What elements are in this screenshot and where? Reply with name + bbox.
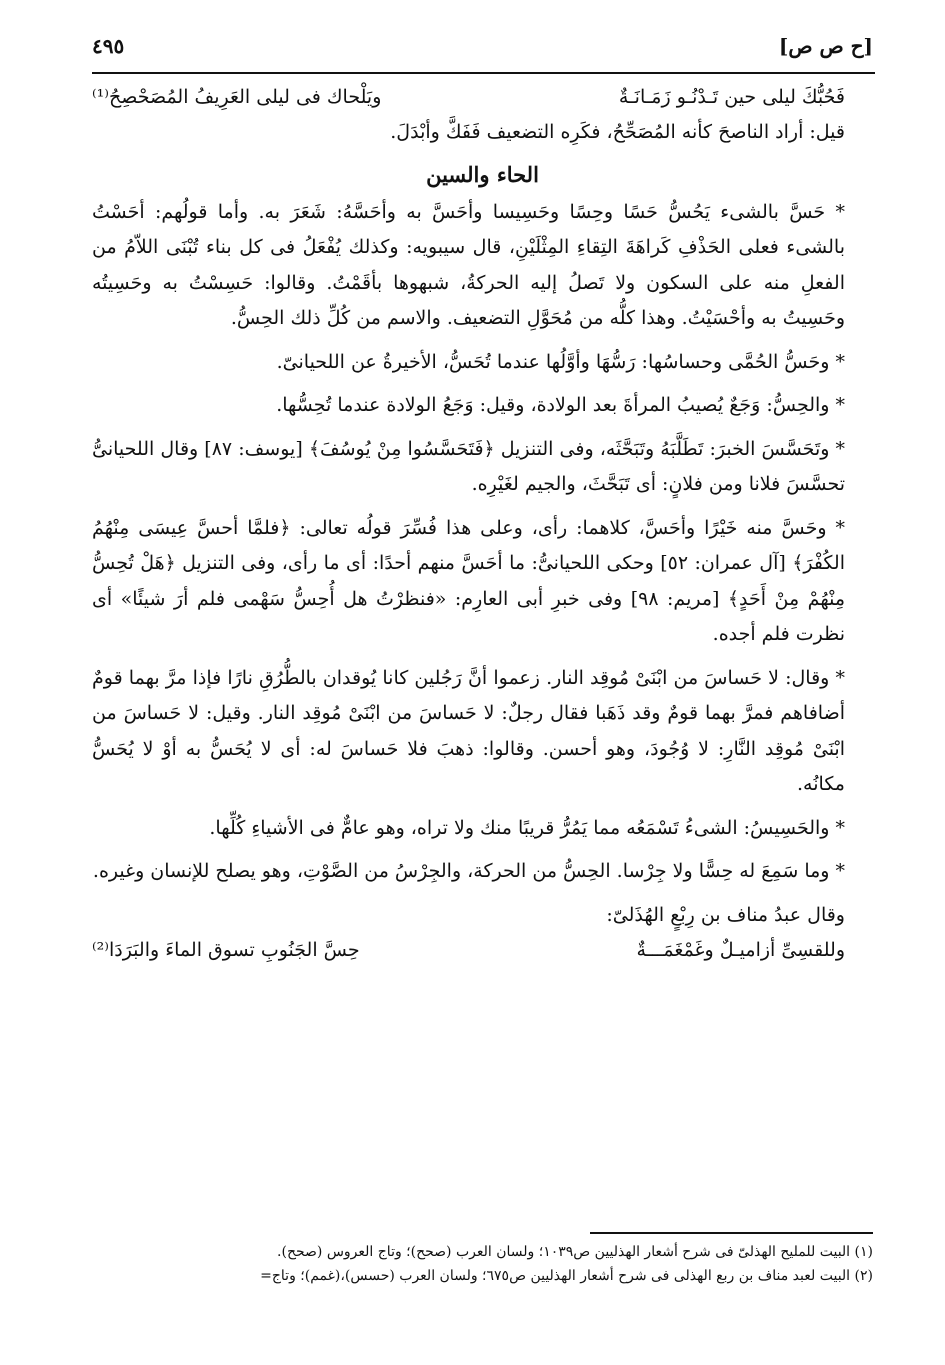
main-text [92,80,873,968]
entry-paragraph: * وما سَمِعَ له حِسًّا ولا جِرْسا. الحِسُّ من الحركة، والجِرْسُ من الصَّوْتِ، وهو يصلح للإنسان وغيره. [92,860,845,882]
entry-paragraph: * وقال: لا حَساسَ من ابْنَىْ مُوقِد النار. زعموا أنَّ رَجُلين كانا يُوقدان بالطُّرُقِ نارًا فإذا مرَّ بهما قومٌ أضافاهم فمرَّ بهما قومٌ وقد ذَهَبا فقال رجلٌ: لا حَساسَ من ابْنَىْ مُوقِد النار. وقيل: لا حَساسَ من ابْنَىْ مُوقِد النَّارِ: لا وُجُودَ، وهو أحسن. وقالوا: ذهبَ فلا حَساسَ له: أى لا يُحَسُّ به أوْ لا يُحَسُّ مكانُه. [92,666,845,795]
entry-paragraph: * وحَسُّ الحُمَّى وحساسُها: رَسُّهَا وأوَّلُها عندما تُحَسُّ، الأخيرةُ عن اللحيانىّ. [276,350,845,373]
verse-right-hemistich: فَحُبُّكَ ليلى حين تَـدْنُـو زَمَـانَـةٌ [618,86,845,108]
header-rule [92,72,875,74]
footnote: (٢) البيت لعبد مناف بن ربع الهذلى فى شرح أشعار الهذليين ص٦٧٥؛ ولسان العرب (حسس)،(غمم)؛ وتاج= [260,1268,873,1284]
entry-paragraph: * وتَحَسَّسَ الخبرَ: تَطَلَّبَهُ وتَبَحَّثَه، وفى التنزيل ﴿فَتَحَسَّسُوا مِنْ يُوسُفَ﴾ [يوسف: ٨٧] وقال اللحيانىُّ تحسَّسَ فلانا ومن فلانٍ: أى تَبَحَّثَ، والجيم لغَيْرِه. [92,437,845,495]
entry-paragraph: * وحَسَّ منه خَيْرًا وأحَسَّ، كلاهما: رأى، وعلى هذا فُسِّرَ قولُه تعالى: ﴿فلمَّا أحسَّ عِيسَى مِنْهُمُ الكُفْرَ﴾ [آل عمران: ٥٢] وحكى اللحيانىُّ: ما أحَسَّ منهم أحدًا: أى ما رأى، وفى التنزيل ﴿هَلْ تُحِسُّ مِنْهُمْ مِنْ أَحَدٍ﴾ [مريم: ٩٨] وفى خبرِ أبى العارِم: «فنظرْتُ هل أُحِسُّ سَهْمى فلم أرَ شيئًا» أى نظرت فلم أجده. [92,516,845,645]
section-title: الحاء والسين [426,161,539,187]
closing-verse [92,933,873,968]
footnotes [80,1240,873,1288]
closing-intro: وقال عبدُ مناف بن رِبْعٍ الهُذَلىّ: [606,903,845,926]
entry-paragraph: * حَسَّ بالشىء يَحُسُّ حَسًا وحِسًا وحَسِيسا وأحَسَّ به وأحَسَّهُ: شَعَرَ به. وأما قولُهم: أحَسْتُ بالشىء فعلى الحَذْفِ كَراهَةَ التِقاءِ المِثْلَيْنِ، قال سيبويه: وكذلك يُفْعَلُ فى كل بناء تُبْنَى اللاّمُ من الفعلِ منه على السكون ولا تَصلُ إليه الحركةُ، شبهوها بأقَمْتُ. وقالوا: حَسِسْتُ به وحَسِيتُه وحَسِيتُ به وأحْسَيْتُ. وهذا كلُّه من مُحَوَّلِ التضعيف. والاسم من كُلِّ ذلك الحِسُّ. [92,200,845,329]
entry-paragraph: * والحِسُّ: وَجَعٌ يُصيبُ المرأةَ بعد الولادة، وقيل: وَجَعُ الولادة عندما تُحِسُّها. [276,394,845,416]
page-header [92,34,873,66]
opening-note: قيل: أراد الناصحَ كأنه المُصَحِّحُ، فكَرِه التضعيف فَفَكَّ وأبْدَلَ. [390,121,845,143]
verse-right-hemistich: وللقسِىِّ أزاميـلٌ وغَمْغَمَـــةٌ [636,939,845,961]
footnote-rule [590,1232,873,1234]
footnote: (١) البيت للمليح الهذلىّ فى شرح أشعار الهذليين ص١٠٣٩؛ ولسان العرب (صحح)؛ وتاج العروس (صحح). [277,1244,873,1260]
running-head: [ح ص ص] [778,34,873,58]
verse-left-hemistich: حِسَّ الجَنُوبِ تسوق الماءَ والبَرَدَا⁽²⁾ [92,939,360,961]
entry-paragraph: * والحَسِيسُ: الشىءُ تَسْمَعُه مما يَمُرُّ قريبًا منك ولا تراه، وهو عامٌّ فى الأشياءِ كُلِّها. [209,816,845,839]
verse-left-hemistich: ويَلْحاك فى ليلى العَرِيفُ المُصَحْصِحُ⁽¹⁾ [92,86,382,108]
page-number: ٤٩٥ [92,34,125,58]
opening-verse [92,80,873,115]
